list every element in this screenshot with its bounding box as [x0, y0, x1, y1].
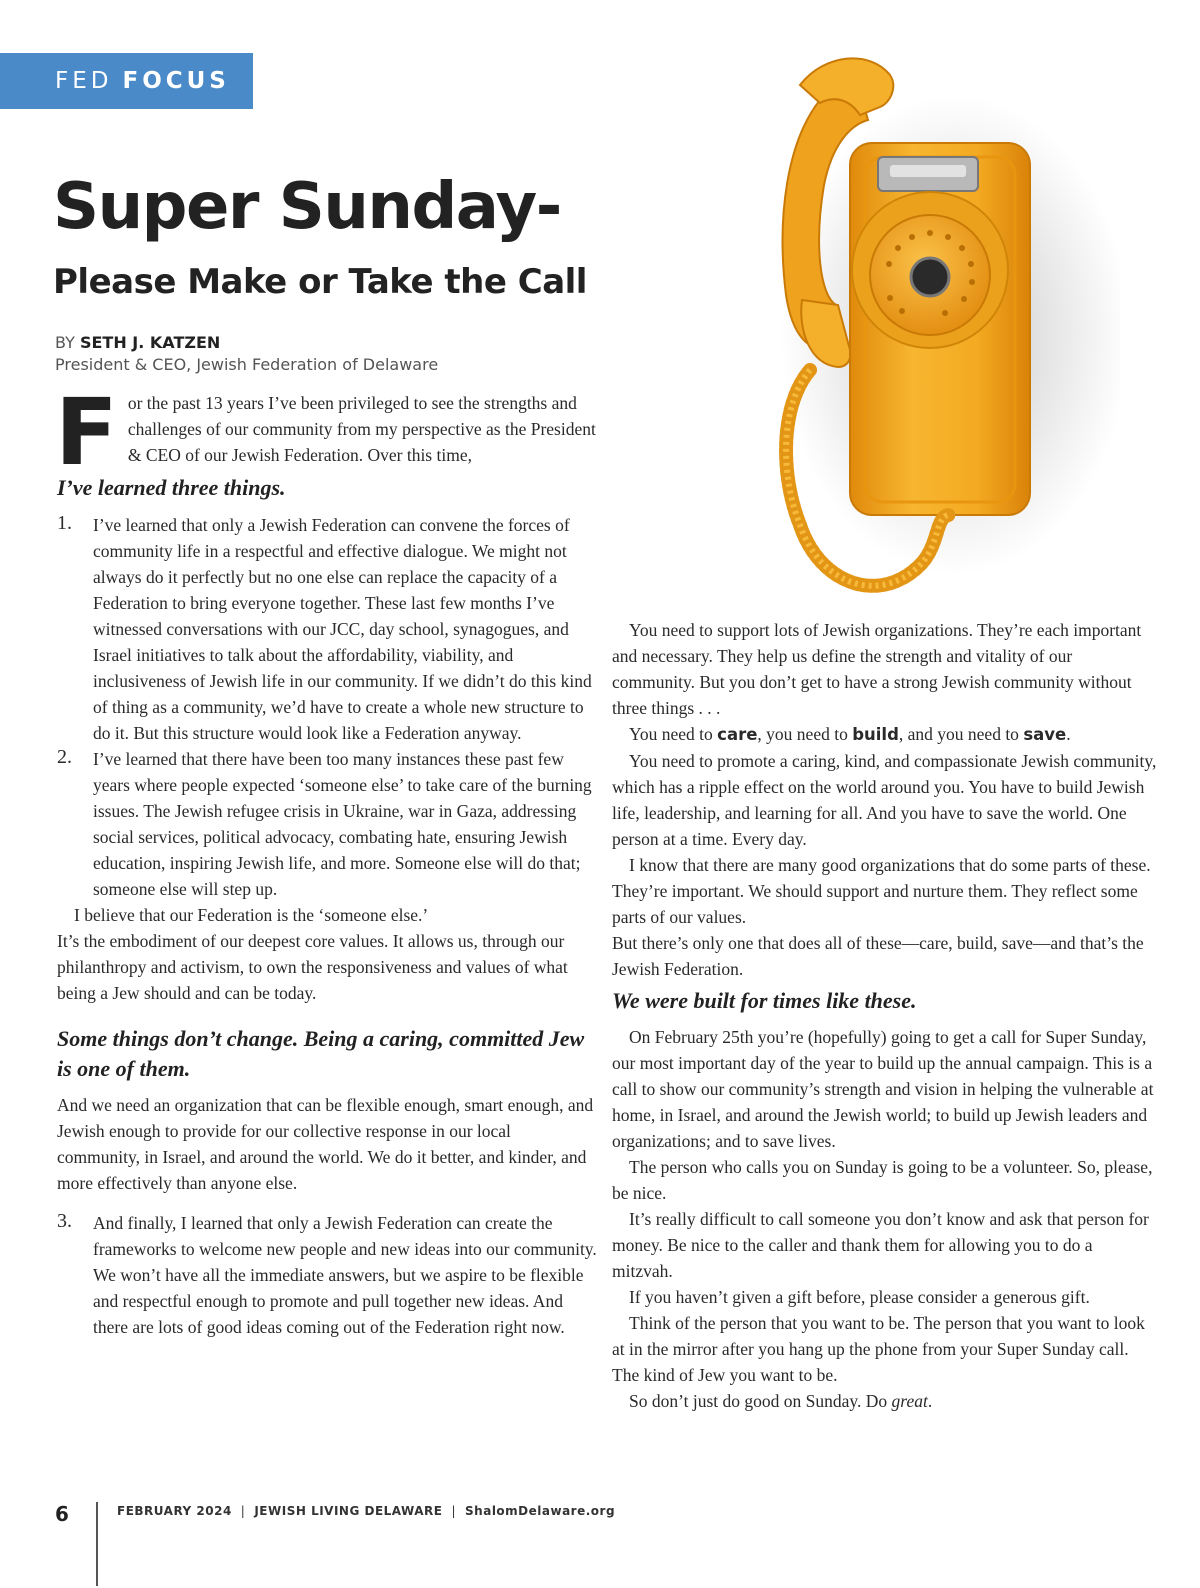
footer-publication: JEWISH LIVING DELAWARE — [254, 1504, 443, 1518]
drop-cap: F — [55, 379, 118, 486]
organization-paragraph: And we need an organization that can be flexible enough, smart enough, and Jewish enough to provide for our collective response in our local community, in Israel, and around the world. We do it better, and kinder, and more effectively than anyone else. — [57, 1095, 594, 1193]
footer-divider — [96, 1502, 98, 1586]
believe-line: I believe that our Federation is the ‘someone else.’ — [74, 905, 429, 925]
list-item-text: And finally, I learned that only a Jewish Federation can create the frameworks to welcome new people and new ideas into our community. We won’t have all the immediate answers, but we aspire to be flexible and respectful enough to promote and pull together new ideas. And there are lots of good ideas coming out of the Federation right now. — [93, 1213, 597, 1337]
left-subheading: Some things don’t change. Being a caring, committed Jew is one of them. — [57, 1026, 585, 1081]
gift-paragraph: If you haven’t given a gift before, please consider a generous gift. — [629, 1287, 1090, 1307]
lessons-list — [57, 512, 597, 902]
list-item-text: I’ve learned that only a Jewish Federation can convene the forces of community life in a respectful and effective dialogue. We might not always do it perfectly but no one else can replace the capacity of a Federation to bring everyone together. These last few months I’ve witnessed conversations with our JCC, day school, synagogues, and Israel initiatives to talk about the affordability, viability, and inclusiveness of Jewish life in our community. If we didn’t do this kind of thing as a community, we’d have to create a whole new structure to do it. But this structure would look like a Federation anyway. — [93, 515, 592, 743]
list-item — [57, 512, 597, 746]
build-word: build — [852, 725, 899, 744]
left-column — [55, 379, 597, 1340]
believe-paragraph: It’s the embodiment of our deepest core values. It allows us, through our philanthropy and activism, to own the responsiveness and values of what being a Jew should and can be today. — [57, 931, 568, 1003]
footer-separator: | — [240, 1504, 246, 1518]
closing-text-a: So don’t just do good on Sunday. Do — [629, 1391, 892, 1411]
article-title: Super Sunday- — [53, 170, 561, 244]
footer-separator: | — [451, 1504, 457, 1518]
wall-phone-illustration — [740, 45, 1120, 625]
mitzvah-paragraph: It’s really difficult to call someone you don’t know and ask that person for money. Be nice to the caller and thank them for allowing you to do a mitzvah. — [612, 1209, 1149, 1281]
mirror-paragraph: Think of the person that you want to be. The person that you want to look at in the mirror after you hang up the phone from your Super Sunday call. The kind of Jew you want to be. — [612, 1313, 1145, 1385]
list-number: 3. — [57, 1210, 72, 1232]
byline — [55, 333, 220, 352]
call-paragraph: On February 25th you’re (hopefully) going to get a call for Super Sunday, our most important day of the year to build up the annual campaign. This is a call to show our community’s strength and vision in helping the vulnerable at home, in Israel, and around the Jewish world; to build up Jewish leaders and organizations; and to save lives. — [612, 1027, 1154, 1151]
closing-emphasis: great — [891, 1391, 928, 1411]
save-word: save — [1023, 725, 1067, 744]
footer-site-link[interactable]: ShalomDelaware.org — [465, 1504, 616, 1518]
byline-prefix: BY — [55, 333, 75, 352]
care-word: care — [717, 725, 758, 744]
page-number: 6 — [55, 1502, 69, 1526]
right-column — [612, 617, 1157, 1414]
care-build-save-line — [612, 721, 1157, 748]
article-subtitle: Please Make or Take the Call — [53, 262, 587, 302]
care-build-save-text-d: . — [1066, 724, 1071, 744]
closing-text-b: . — [927, 1391, 933, 1411]
byline-author: SETH J. KATZEN — [79, 333, 221, 352]
promote-paragraph: You need to promote a caring, kind, and compassionate Jewish community, which has a ripple effect on the world around you. You have to build Jewish life, leadership, and learning for all. And you have to save the world. One person at a time. Every day. — [612, 751, 1157, 849]
section-tag-bold: FOCUS — [122, 68, 230, 94]
care-build-save-text-b: , you need to — [757, 724, 853, 744]
right-subheading: We were built for times like these. — [612, 988, 917, 1013]
page-footer — [55, 1498, 755, 1588]
list-item-text: I’ve learned that there have been too many instances these past few years where people expected ‘someone else’ to take care of the burning issues. The Jewish refugee crisis in Ukraine, war in Gaza, addressing social services, political advocacy, combating hate, ensuring Jewish education, inspiring Jewish life, and more. Someone else will do that; someone else will step up. — [93, 749, 592, 899]
footer-date: FEBRUARY 2024 — [117, 1504, 232, 1518]
care-build-save-text-c: , and you need to — [898, 724, 1024, 744]
list-number: 2. — [57, 746, 72, 768]
list-item — [57, 1210, 597, 1340]
volunteer-paragraph: The person who calls you on Sunday is going to be a volunteer. So, please, be nice. — [612, 1157, 1153, 1203]
author-role: President & CEO, Jewish Federation of Delaware — [55, 355, 439, 374]
list-item — [57, 746, 597, 902]
section-tag-light: FED — [55, 68, 113, 94]
closing-line — [612, 1388, 1157, 1414]
care-build-save-text-a: You need to — [629, 724, 718, 744]
section-tag — [0, 53, 253, 109]
lessons-list-continued — [57, 1210, 597, 1340]
intro-text: or the past 13 years I’ve been privileged to see the strengths and challenges of our community from my perspective as the President & CEO of our Jewish Federation. Over this time, — [127, 393, 596, 465]
wall-phone-icon — [740, 45, 1120, 625]
support-paragraph: You need to support lots of Jewish organizations. They’re each important and necessary. They help us define the strength and vitality of our community. But you don’t get to have a strong Jewish community without three things . . . — [612, 620, 1142, 718]
lead-heading: I’ve learned three things. — [57, 475, 286, 500]
list-number: 1. — [57, 512, 72, 534]
only-one-paragraph: But there’s only one that does all of these—care, build, save—and that’s the Jewish Federation. — [612, 933, 1144, 979]
organizations-paragraph: I know that there are many good organizations that do some parts of these. They’re important. We should support and nurture them. They reflect some parts of our values. — [612, 855, 1151, 927]
footer-text — [117, 1504, 615, 1518]
intro-paragraph — [55, 379, 597, 486]
